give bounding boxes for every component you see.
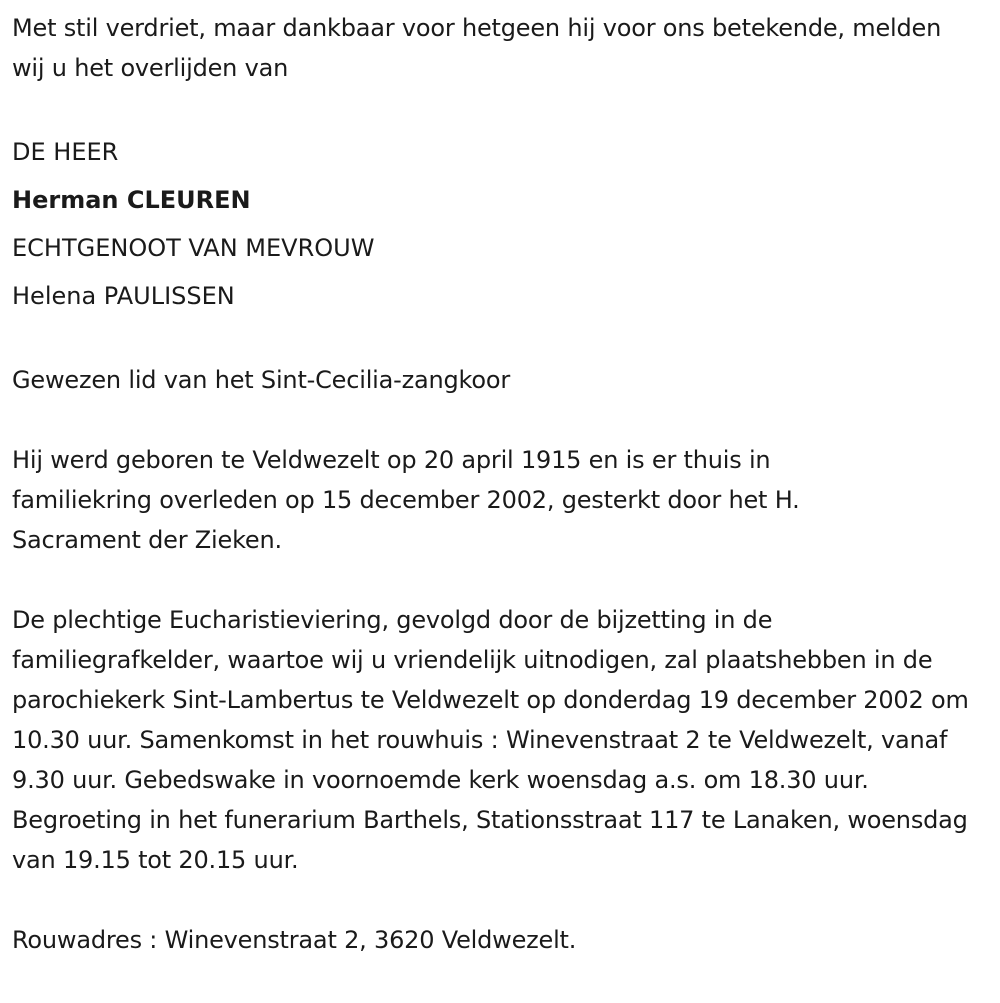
- intro-text: Met stil verdriet, maar dankbaar voor hetgeen hij voor ons betekende, melden wij u het overlijden van: [12, 14, 942, 82]
- spacer: [12, 320, 988, 360]
- deceased-name: Herman CLEUREN: [12, 186, 251, 214]
- spacer: [12, 560, 988, 600]
- spouse-label: ECHTGENOOT VAN MEVROUW: [12, 234, 375, 262]
- birth-death-text: Hij werd geboren te Veldwezelt op 20 april 1915 en is er thuis in familiekring overleden op 15 december 2002, gesterkt door het H. Sacrament der Zieken.: [12, 446, 800, 554]
- membership-text: Gewezen lid van het Sint-Cecilia-zangkoor: [12, 366, 511, 394]
- spacer: [12, 400, 988, 440]
- honorific: DE HEER: [12, 138, 119, 166]
- ceremony-text: De plechtige Eucharistieviering, gevolgd door de bijzetting in de familiegrafkelder, waartoe wij u vriendelijk uitnodigen, zal plaatshebben in de parochiekerk Sint-Lambertus te Veldwezelt op donderdag 19 december 2002 om 10.30 uur. Samenkomst in het rouwhuis : Winevenstraat 2 te Veldwezelt, vanaf 9.30 uur. Gebedswake in voornoemde kerk woensdag a.s. om 18.30 uur. Begroeting in het funerarium Barthels, Stationsstraat 117 te Lanaken, woensdag van 19.15 tot 20.15 uur.: [12, 606, 969, 874]
- spacer: [12, 88, 988, 128]
- address-text: Rouwadres : Winevenstraat 2, 3620 Veldwezelt.: [12, 926, 577, 954]
- spouse-name: Helena PAULISSEN: [12, 282, 235, 310]
- spacer: [12, 880, 988, 920]
